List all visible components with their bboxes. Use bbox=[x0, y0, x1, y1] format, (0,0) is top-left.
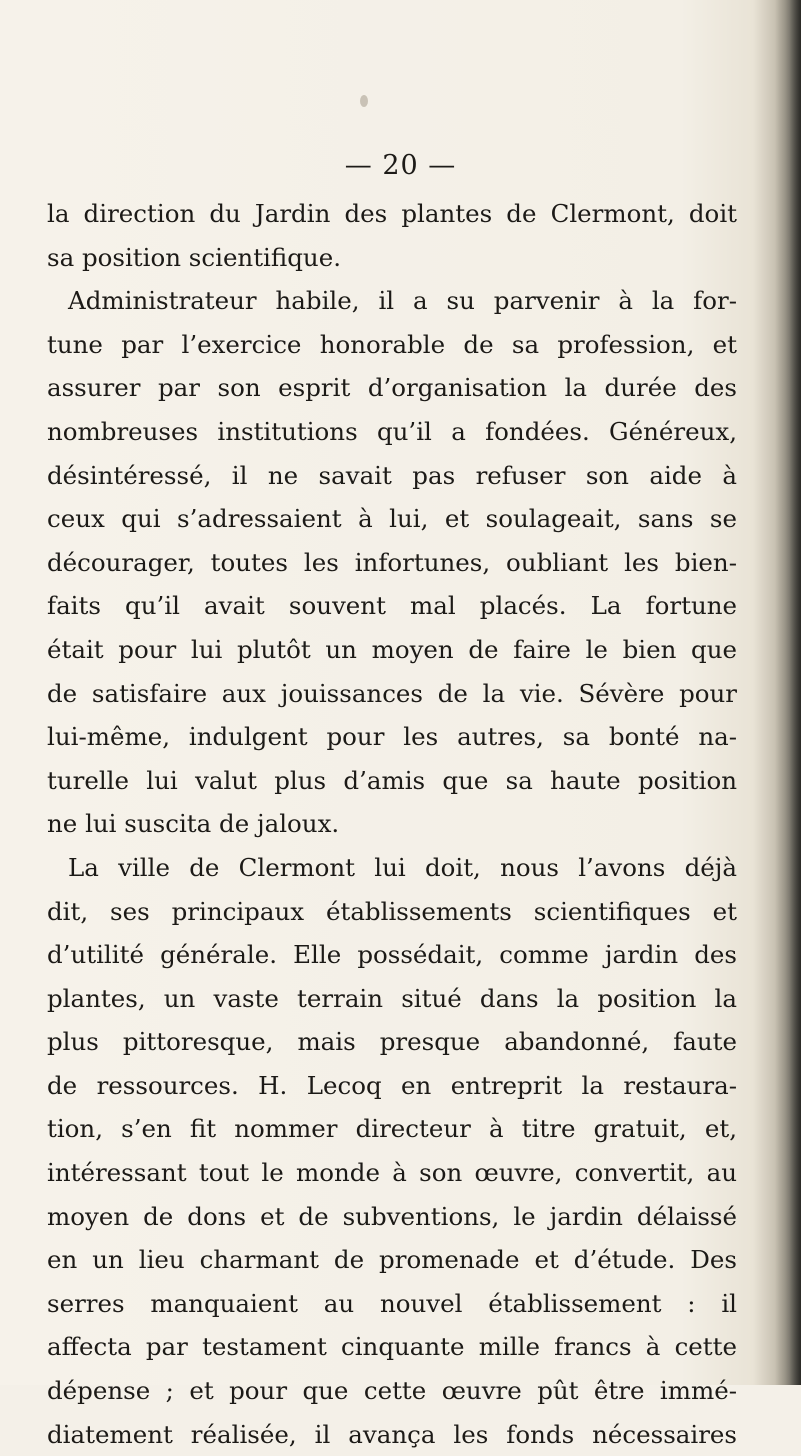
page-number: — 20 — bbox=[344, 150, 457, 181]
text-line: désintéressé, il ne savait pas refuser son aide à bbox=[47, 460, 737, 490]
text-line: de ressources. H. Lecoq en entreprit la restaura- bbox=[47, 1070, 737, 1100]
text-line: La ville de Clermont lui doit, nous l’avons déjà bbox=[68, 852, 737, 882]
body-text bbox=[47, 192, 737, 1456]
text-line: assurer par son esprit d’organisation la durée des bbox=[47, 373, 737, 403]
text-line: intéressant tout le monde à son œuvre, convertit, au bbox=[47, 1158, 737, 1188]
text-line: faits qu’il avait souvent mal placés. La fortune bbox=[47, 591, 737, 621]
text-line: sa position scientifique. bbox=[47, 242, 341, 272]
text-line: d’utilité générale. Elle possédait, comme jardin des bbox=[47, 940, 737, 970]
text-line: nombreuses institutions qu’il a fondées. Généreux, bbox=[47, 416, 737, 446]
page-edge-shadow bbox=[775, 0, 801, 1385]
text-line: ne lui suscita de jaloux. bbox=[47, 809, 340, 839]
text-line: dépense ; et pour que cette œuvre pût être immé- bbox=[47, 1376, 737, 1406]
text-line: ceux qui s’adressaient à lui, et soulageait, sans se bbox=[47, 504, 737, 534]
text-line: tion, s’en fit nommer directeur à titre gratuit, et, bbox=[47, 1114, 737, 1144]
text-line: décourager, toutes les infortunes, oubliant les bien- bbox=[47, 547, 737, 577]
text-line: dit, ses principaux établissements scientifiques et bbox=[47, 896, 737, 926]
text-line: affecta par testament cinquante mille francs à cette bbox=[47, 1332, 737, 1362]
text-line: lui-même, indulgent pour les autres, sa bonté na- bbox=[47, 722, 737, 752]
text-line: serres manquaient au nouvel établissement : il bbox=[47, 1288, 737, 1318]
text-line: en un lieu charmant de promenade et d’étude. Des bbox=[47, 1245, 737, 1275]
text-line: tune par l’exercice honorable de sa profession, et bbox=[47, 329, 737, 359]
text-line: était pour lui plutôt un moyen de faire le bien que bbox=[47, 634, 737, 664]
text-line: plantes, un vaste terrain situé dans la position la bbox=[47, 983, 737, 1013]
text-line: diatement réalisée, il avança les fonds nécessaires bbox=[47, 1419, 737, 1449]
text-line: plus pittoresque, mais presque abandonné, faute bbox=[47, 1027, 737, 1057]
text-line: moyen de dons et de subventions, le jardin délaissé bbox=[47, 1201, 737, 1231]
text-line: turelle lui valut plus d’amis que sa haute position bbox=[47, 765, 737, 795]
text-line: la direction du Jardin des plantes de Clermont, doit bbox=[47, 199, 737, 228]
text-line: Administrateur habile, il a su parvenir à la for- bbox=[68, 286, 737, 316]
ink-smudge bbox=[360, 95, 368, 107]
text-line: de satisfaire aux jouissances de la vie. Sévère pour bbox=[47, 678, 737, 708]
